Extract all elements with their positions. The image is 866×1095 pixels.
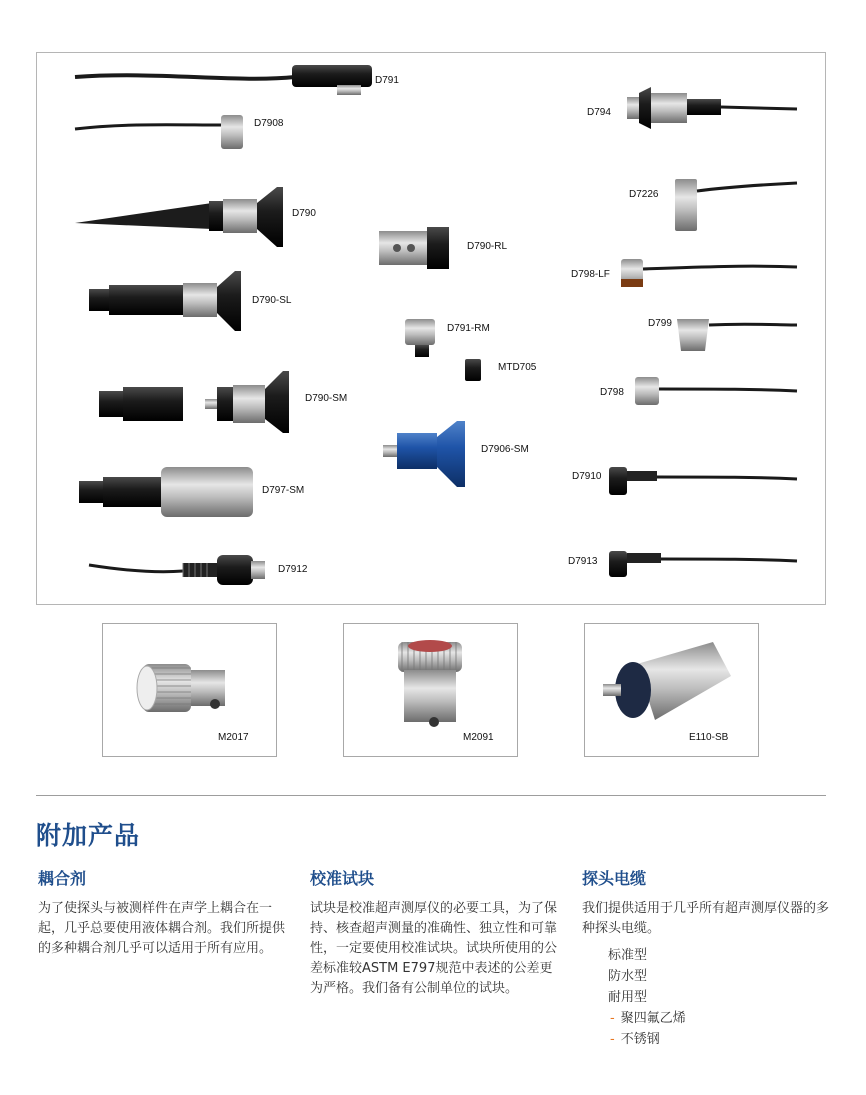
probe-d790-rl-image	[379, 227, 449, 269]
label-d7912: D7912	[278, 564, 308, 575]
accessory-e110-sb-label: E110-SB	[689, 732, 729, 743]
probe-d794-image	[627, 87, 797, 129]
probe-d791-image	[75, 65, 372, 95]
probe-d7910-image	[609, 467, 797, 495]
probe-d7912-image	[89, 555, 265, 585]
probe-d7913-image	[609, 551, 797, 577]
column-body-calibration: 试块是校准超声测厚仪的必要工具，为了保持、核查超声测量的准确性、独立性和可靠性，一定要使用校准试块。试块所使用的公差标准较ASTM E797规范中表述的公差更为严格。我们备有公制单位的试块。	[310, 901, 558, 996]
label-d794: D794	[587, 107, 611, 118]
probe-d790-sm-image	[99, 371, 289, 433]
column-heading-calibration: 校准试块	[310, 869, 375, 888]
accessory-e110-sb	[584, 623, 759, 757]
column-body-cables: 我们提供适用于几乎所有超声测厚仪器的多种探头电缆。	[582, 901, 830, 936]
accessory-m2091-label: M2091	[463, 732, 494, 743]
probe-catalog-panel	[36, 52, 826, 605]
label-d7910: D7910	[572, 471, 602, 482]
column-body-couplant: 为了使探头与被测样件在声学上耦合在一起，几乎总要使用液体耦合剂。我们所提供的多种耦合剂几乎可以适用于所有应用。	[38, 901, 286, 956]
label-d798: D798	[600, 387, 624, 398]
accessory-m2017-image	[103, 624, 277, 757]
section-title: 附加产品	[36, 821, 141, 850]
probe-illustrations	[37, 53, 827, 606]
label-d790: D790	[292, 208, 316, 219]
cable-type-item: 防水型	[608, 969, 648, 984]
cable-type-item: 耐用型	[608, 990, 648, 1005]
section-divider	[36, 795, 826, 796]
column-calibration-blocks	[310, 866, 558, 999]
accessory-m2017	[102, 623, 277, 757]
column-heading-cables: 探头电缆	[582, 869, 647, 888]
label-d791: D791	[375, 75, 399, 86]
column-probe-cables	[582, 866, 830, 1050]
label-d7908: D7908	[254, 118, 284, 129]
label-d7913: D7913	[568, 556, 598, 567]
column-heading-couplant: 耦合剂	[38, 869, 87, 888]
label-d790-sl: D790-SL	[252, 295, 292, 306]
cable-type-item: 标准型	[608, 948, 648, 963]
accessory-m2091	[343, 623, 518, 757]
accessory-m2017-label: M2017	[218, 732, 249, 743]
label-d798-lf: D798-LF	[571, 269, 610, 280]
column-couplant	[38, 866, 286, 959]
cable-subtype-item: - 聚四氟乙烯	[608, 1008, 830, 1029]
cable-subtype-item: - 不锈钢	[608, 1029, 830, 1050]
label-d791-rm: D791-RM	[447, 323, 490, 334]
label-mtd705: MTD705	[498, 362, 537, 373]
probe-d7906-sm-image	[383, 421, 465, 487]
probe-d799-image	[677, 319, 797, 351]
probe-d791-rm-image	[405, 319, 435, 357]
probe-mtd705-image	[465, 359, 481, 381]
probe-d790-image	[75, 187, 283, 247]
label-d797-sm: D797-SM	[262, 485, 305, 496]
label-d7906-sm: D7906-SM	[481, 444, 529, 455]
accessory-e110-sb-image	[585, 624, 759, 757]
probe-d798-lf-image	[621, 259, 797, 287]
label-d7226: D7226	[629, 189, 659, 200]
probe-d798-image	[635, 377, 797, 405]
probe-d790-sl-image	[89, 271, 241, 331]
cable-type-list	[582, 945, 830, 1050]
label-d790-sm: D790-SM	[305, 393, 348, 404]
label-d799: D799	[648, 318, 672, 329]
probe-d7908-image	[75, 115, 243, 149]
probe-d797-sm-image	[79, 467, 253, 517]
probe-d7226-image	[675, 179, 797, 231]
label-d790-rl: D790-RL	[467, 241, 508, 252]
